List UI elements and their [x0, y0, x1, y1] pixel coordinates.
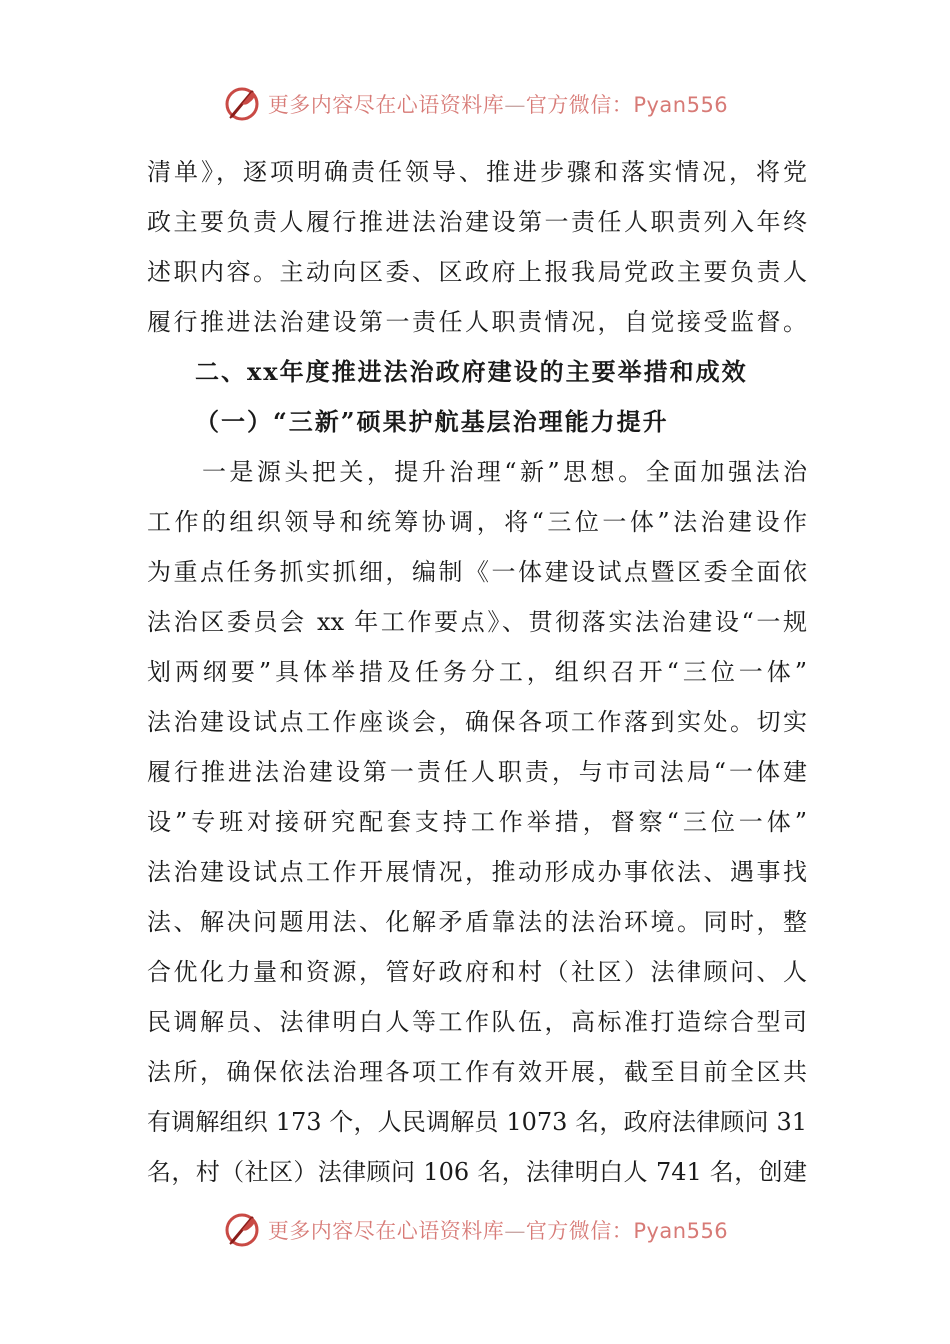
section-heading: 二、xx年度推进法治政府建设的主要举措和成效 — [195, 357, 748, 386]
text-line: 清单》，逐项明确责任领导、推进步骤和落实情况，将党 — [147, 158, 807, 186]
document-body — [147, 147, 807, 1197]
text-line: 法、解决问题用法、化解矛盾靠法的法治环境。同时，整 — [147, 908, 807, 936]
paragraph-continued — [147, 147, 807, 347]
watermark-main: 更多内容尽在心语资料库 — [267, 93, 505, 117]
text-line: 法治建设试点工作座谈会，确保各项工作落到实处。切实 — [147, 708, 807, 736]
watermark-official: 官方微信： — [525, 1219, 634, 1243]
text-line: 法治区委员会 xx 年工作要点》、贯彻落实法治建设“一规 — [147, 608, 807, 636]
subsection-heading: （一）“三新”硕果护航基层治理能力提升 — [195, 407, 669, 436]
text-line: 为重点任务抓实抓细，编制《一体建设试点暨区委全面依 — [147, 558, 807, 586]
watermark-text — [268, 1215, 728, 1245]
watermark-dash: — — [504, 93, 526, 117]
watermark-main: 更多内容尽在心语资料库 — [267, 1219, 505, 1243]
watermark-text — [268, 89, 728, 119]
text-line: 名，村（社区）法律顾问 106 名，法律明白人 741 名，创建 — [147, 1158, 807, 1186]
text-line: 合优化力量和资源，管好政府和村（社区）法律顾问、人 — [147, 958, 807, 986]
text-line: 有调解组织 173 个，人民调解员 1073 名，政府法律顾问 31 — [147, 1108, 807, 1136]
text-line: 法所，确保依法治理各项工作有效开展，截至目前全区共 — [147, 1058, 807, 1086]
watermark-official: 官方微信： — [525, 93, 634, 117]
header-watermark — [0, 82, 950, 126]
text-line: 履行推进法治建设第一责任人职责，与市司法局“一体建 — [147, 758, 807, 786]
text-line: 履行推进法治建设第一责任人职责情况，自觉接受监督。 — [147, 308, 807, 336]
quill-pen-logo-icon — [222, 84, 262, 124]
text-line: 一是源头把关，提升治理“新”思想。全面加强法治 — [147, 458, 807, 486]
quill-pen-logo-icon — [222, 1210, 262, 1250]
paragraph-body — [147, 447, 807, 1197]
watermark-dash: — — [504, 1219, 526, 1243]
text-line: 设”专班对接研究配套支持工作举措，督察“三位一体” — [147, 808, 807, 836]
text-line: 划两纲要”具体举措及任务分工，组织召开“三位一体” — [147, 658, 807, 686]
watermark-account: Pyan556 — [633, 1219, 729, 1243]
text-line: 民调解员、法律明白人等工作队伍，高标准打造综合型司 — [147, 1008, 807, 1036]
footer-watermark — [0, 1208, 950, 1252]
text-line: 述职内容。主动向区委、区政府上报我局党政主要负责人 — [147, 258, 807, 286]
text-line: 政主要负责人履行推进法治建设第一责任人职责列入年终 — [147, 208, 807, 236]
text-line: 工作的组织领导和统筹协调，将“三位一体”法治建设作 — [147, 508, 807, 536]
watermark-account: Pyan556 — [633, 93, 729, 117]
text-line: 法治建设试点工作开展情况，推动形成办事依法、遇事找 — [147, 858, 807, 886]
